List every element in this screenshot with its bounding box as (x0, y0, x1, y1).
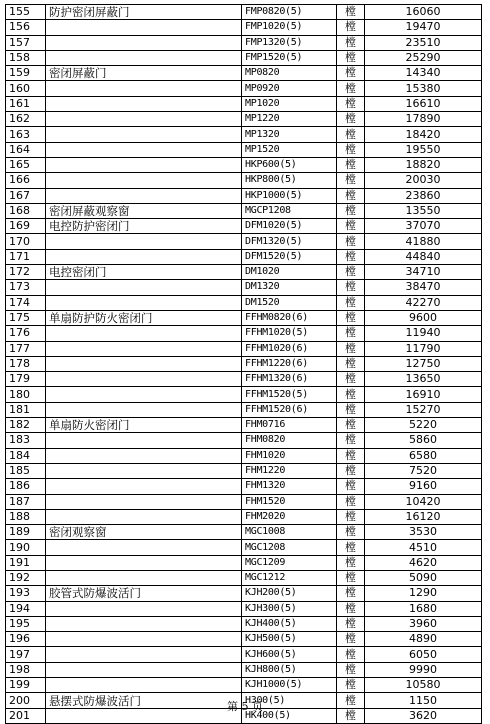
cell-model: DFM1020(5) (242, 219, 337, 234)
cell-unit: 樘 (337, 540, 365, 555)
cell-model: FHM1220 (242, 463, 337, 478)
cell-unit: 樘 (337, 280, 365, 295)
table-row (6, 173, 482, 188)
cell-unit: 樘 (337, 50, 365, 65)
cell-unit: 樘 (337, 555, 365, 570)
cell-price: 1680 (365, 601, 482, 616)
cell-price: 41880 (365, 234, 482, 249)
cell-no: 175 (6, 310, 46, 325)
cell-name: 胶管式防爆波活门 (46, 586, 242, 601)
cell-name: 密闭屏蔽门 (46, 66, 242, 81)
cell-unit: 樘 (337, 203, 365, 218)
cell-no: 177 (6, 341, 46, 356)
cell-price: 18420 (365, 127, 482, 142)
cell-no: 195 (6, 616, 46, 631)
cell-model: FFHM0820(6) (242, 310, 337, 325)
table-row (6, 234, 482, 249)
cell-no: 198 (6, 662, 46, 677)
cell-price: 16120 (365, 509, 482, 524)
cell-name (46, 96, 242, 111)
cell-no: 163 (6, 127, 46, 142)
table-row (6, 372, 482, 387)
cell-unit: 樘 (337, 66, 365, 81)
table-row (6, 219, 482, 234)
table-row (6, 5, 482, 20)
cell-no: 180 (6, 387, 46, 402)
cell-model: FMP0820(5) (242, 5, 337, 20)
cell-name (46, 402, 242, 417)
cell-no: 201 (6, 708, 46, 723)
cell-name: 电控密闭门 (46, 265, 242, 280)
cell-model: MP1520 (242, 142, 337, 157)
cell-name (46, 112, 242, 127)
cell-price: 16910 (365, 387, 482, 402)
cell-unit: 樘 (337, 479, 365, 494)
cell-model: KJH400(5) (242, 616, 337, 631)
cell-model: MGC1208 (242, 540, 337, 555)
table-row (6, 433, 482, 448)
cell-unit: 樘 (337, 647, 365, 662)
cell-price: 9160 (365, 479, 482, 494)
cell-model: MGC1209 (242, 555, 337, 570)
cell-unit: 樘 (337, 173, 365, 188)
cell-no: 190 (6, 540, 46, 555)
cell-no: 160 (6, 81, 46, 96)
cell-model: FHM2020 (242, 509, 337, 524)
cell-name (46, 234, 242, 249)
cell-unit: 樘 (337, 662, 365, 677)
cell-model: FMP1020(5) (242, 20, 337, 35)
table-row (6, 280, 482, 295)
cell-unit: 樘 (337, 157, 365, 172)
cell-price: 17890 (365, 112, 482, 127)
cell-no: 189 (6, 525, 46, 540)
cell-no: 161 (6, 96, 46, 111)
cell-name (46, 280, 242, 295)
table-row (6, 525, 482, 540)
cell-price: 1290 (365, 586, 482, 601)
cell-name (46, 341, 242, 356)
cell-no: 197 (6, 647, 46, 662)
cell-unit: 樘 (337, 35, 365, 50)
cell-name (46, 35, 242, 50)
cell-model: FFHM1020(5) (242, 326, 337, 341)
cell-model: FHM1320 (242, 479, 337, 494)
cell-no: 164 (6, 142, 46, 157)
cell-price: 15380 (365, 81, 482, 96)
cell-unit: 樘 (337, 448, 365, 463)
cell-unit: 樘 (337, 372, 365, 387)
cell-name (46, 479, 242, 494)
table-row (6, 341, 482, 356)
cell-price: 44840 (365, 249, 482, 264)
cell-name (46, 448, 242, 463)
cell-price: 34710 (365, 265, 482, 280)
cell-name (46, 127, 242, 142)
cell-name (46, 295, 242, 310)
cell-model: FFHM1520(5) (242, 387, 337, 402)
cell-no: 173 (6, 280, 46, 295)
table-row (6, 387, 482, 402)
table-row (6, 586, 482, 601)
cell-no: 186 (6, 479, 46, 494)
cell-name (46, 433, 242, 448)
table-row (6, 81, 482, 96)
page-footer: 第 5 页 (227, 700, 263, 713)
cell-price: 42270 (365, 295, 482, 310)
cell-model: HKP800(5) (242, 173, 337, 188)
table-row (6, 295, 482, 310)
cell-model: MP0820 (242, 66, 337, 81)
cell-no: 181 (6, 402, 46, 417)
cell-price: 12750 (365, 356, 482, 371)
cell-no: 155 (6, 5, 46, 20)
cell-unit: 樘 (337, 112, 365, 127)
cell-model: MGC1212 (242, 570, 337, 585)
cell-model: MP1320 (242, 127, 337, 142)
table-row (6, 203, 482, 218)
table-row (6, 157, 482, 172)
cell-no: 183 (6, 433, 46, 448)
cell-price: 23860 (365, 188, 482, 203)
cell-price: 9990 (365, 662, 482, 677)
table-row (6, 142, 482, 157)
table-row (6, 66, 482, 81)
cell-no: 157 (6, 35, 46, 50)
cell-unit: 樘 (337, 356, 365, 371)
cell-name: 密闭屏蔽观察窗 (46, 203, 242, 218)
cell-unit: 樘 (337, 525, 365, 540)
cell-name (46, 678, 242, 693)
cell-model: KJH800(5) (242, 662, 337, 677)
table-row (6, 540, 482, 555)
cell-no: 178 (6, 356, 46, 371)
cell-model: FMP1320(5) (242, 35, 337, 50)
cell-model: KJH300(5) (242, 601, 337, 616)
table-row (6, 601, 482, 616)
cell-model: KJH600(5) (242, 647, 337, 662)
cell-unit: 樘 (337, 494, 365, 509)
cell-unit: 樘 (337, 509, 365, 524)
cell-name (46, 142, 242, 157)
cell-price: 5860 (365, 433, 482, 448)
table-row (6, 418, 482, 433)
cell-model: KJH1000(5) (242, 678, 337, 693)
cell-price: 6580 (365, 448, 482, 463)
cell-price: 16060 (365, 5, 482, 20)
table-row (6, 448, 482, 463)
cell-unit: 樘 (337, 188, 365, 203)
cell-unit: 樘 (337, 708, 365, 723)
table-row (6, 479, 482, 494)
cell-name (46, 540, 242, 555)
cell-model: DM1320 (242, 280, 337, 295)
cell-name (46, 616, 242, 631)
table-row (6, 35, 482, 50)
cell-model: FHM1020 (242, 448, 337, 463)
cell-model: MP0920 (242, 81, 337, 96)
cell-price: 11940 (365, 326, 482, 341)
cell-model: HKP1000(5) (242, 188, 337, 203)
cell-price: 19550 (365, 142, 482, 157)
cell-model: FFHM1020(6) (242, 341, 337, 356)
cell-unit: 樘 (337, 20, 365, 35)
cell-no: 188 (6, 509, 46, 524)
cell-model: MGC1008 (242, 525, 337, 540)
cell-no: 166 (6, 173, 46, 188)
cell-no: 191 (6, 555, 46, 570)
cell-no: 179 (6, 372, 46, 387)
cell-model: FHM1520 (242, 494, 337, 509)
cell-model: HK400(5) (242, 708, 337, 723)
cell-no: 187 (6, 494, 46, 509)
cell-no: 170 (6, 234, 46, 249)
table-row (6, 326, 482, 341)
cell-price: 18820 (365, 157, 482, 172)
cell-model: H300(5) (242, 693, 337, 708)
cell-name: 防护密闭屏蔽门 (46, 5, 242, 20)
cell-model: DM1020 (242, 265, 337, 280)
cell-name (46, 463, 242, 478)
cell-unit: 樘 (337, 693, 365, 708)
table-row (6, 310, 482, 325)
table-row (6, 402, 482, 417)
cell-name: 电控防护密闭门 (46, 219, 242, 234)
cell-unit: 樘 (337, 632, 365, 647)
cell-no: 199 (6, 678, 46, 693)
table-row (6, 356, 482, 371)
cell-unit: 樘 (337, 601, 365, 616)
cell-unit: 樘 (337, 433, 365, 448)
cell-name (46, 249, 242, 264)
cell-unit: 樘 (337, 5, 365, 20)
cell-model: FHM0820 (242, 433, 337, 448)
cell-unit: 樘 (337, 310, 365, 325)
price-table (5, 4, 482, 724)
cell-unit: 樘 (337, 142, 365, 157)
table-row (6, 494, 482, 509)
cell-unit: 樘 (337, 96, 365, 111)
cell-no: 192 (6, 570, 46, 585)
cell-no: 182 (6, 418, 46, 433)
cell-model: FMP1520(5) (242, 50, 337, 65)
cell-name (46, 50, 242, 65)
cell-price: 15270 (365, 402, 482, 417)
cell-unit: 樘 (337, 402, 365, 417)
cell-unit: 樘 (337, 341, 365, 356)
cell-model: DFM1520(5) (242, 249, 337, 264)
cell-price: 4620 (365, 555, 482, 570)
cell-name (46, 326, 242, 341)
cell-name: 单扇防护防火密闭门 (46, 310, 242, 325)
cell-name (46, 81, 242, 96)
cell-name (46, 632, 242, 647)
cell-name (46, 372, 242, 387)
cell-price: 10420 (365, 494, 482, 509)
cell-no: 172 (6, 265, 46, 280)
table-row (6, 570, 482, 585)
cell-no: 171 (6, 249, 46, 264)
table-row (6, 112, 482, 127)
cell-name: 单扇防火密闭门 (46, 418, 242, 433)
cell-price: 3960 (365, 616, 482, 631)
table-body (6, 5, 482, 724)
cell-name (46, 157, 242, 172)
table-row (6, 647, 482, 662)
cell-unit: 樘 (337, 586, 365, 601)
cell-name (46, 509, 242, 524)
cell-unit: 樘 (337, 387, 365, 402)
table-row (6, 678, 482, 693)
cell-name: 悬摆式防爆波活门 (46, 693, 242, 708)
table-row (6, 463, 482, 478)
cell-price: 5220 (365, 418, 482, 433)
cell-model: FFHM1520(6) (242, 402, 337, 417)
cell-unit: 樘 (337, 678, 365, 693)
cell-price: 19470 (365, 20, 482, 35)
table-row (6, 662, 482, 677)
cell-no: 159 (6, 66, 46, 81)
cell-price: 20030 (365, 173, 482, 188)
cell-unit: 樘 (337, 81, 365, 96)
cell-model: FHM0716 (242, 418, 337, 433)
table-row (6, 127, 482, 142)
table-row (6, 509, 482, 524)
cell-unit: 樘 (337, 295, 365, 310)
cell-price: 11790 (365, 341, 482, 356)
table-row (6, 632, 482, 647)
cell-name (46, 662, 242, 677)
cell-price: 23510 (365, 35, 482, 50)
cell-price: 38470 (365, 280, 482, 295)
cell-model: MP1220 (242, 112, 337, 127)
cell-unit: 樘 (337, 463, 365, 478)
cell-name (46, 173, 242, 188)
cell-name (46, 570, 242, 585)
cell-name (46, 601, 242, 616)
cell-price: 14340 (365, 66, 482, 81)
cell-price: 13550 (365, 203, 482, 218)
cell-unit: 樘 (337, 265, 365, 280)
cell-name (46, 356, 242, 371)
cell-price: 9600 (365, 310, 482, 325)
cell-no: 174 (6, 295, 46, 310)
cell-no: 165 (6, 157, 46, 172)
cell-no: 185 (6, 463, 46, 478)
cell-model: FFHM1220(6) (242, 356, 337, 371)
cell-price: 7520 (365, 463, 482, 478)
cell-name: 密闭观察窗 (46, 525, 242, 540)
table-row (6, 555, 482, 570)
price-table-sheet (5, 4, 482, 724)
cell-name (46, 387, 242, 402)
cell-model: HKP600(5) (242, 157, 337, 172)
cell-price: 25290 (365, 50, 482, 65)
cell-model: DM1520 (242, 295, 337, 310)
cell-no: 194 (6, 601, 46, 616)
cell-no: 167 (6, 188, 46, 203)
cell-name (46, 188, 242, 203)
cell-no: 196 (6, 632, 46, 647)
cell-price: 13650 (365, 372, 482, 387)
cell-unit: 樘 (337, 127, 365, 142)
cell-unit: 樘 (337, 570, 365, 585)
cell-model: KJH500(5) (242, 632, 337, 647)
cell-price: 3620 (365, 708, 482, 723)
table-row (6, 50, 482, 65)
table-row (6, 249, 482, 264)
cell-model: MGCP1208 (242, 203, 337, 218)
cell-no: 193 (6, 586, 46, 601)
cell-name (46, 647, 242, 662)
cell-price: 16610 (365, 96, 482, 111)
cell-price: 5090 (365, 570, 482, 585)
cell-model: KJH200(5) (242, 586, 337, 601)
cell-price: 4510 (365, 540, 482, 555)
cell-model: DFM1320(5) (242, 234, 337, 249)
cell-name (46, 555, 242, 570)
cell-price: 3530 (365, 525, 482, 540)
cell-unit: 樘 (337, 219, 365, 234)
table-row (6, 616, 482, 631)
cell-price: 4890 (365, 632, 482, 647)
cell-unit: 樘 (337, 418, 365, 433)
cell-no: 200 (6, 693, 46, 708)
cell-model: MP1020 (242, 96, 337, 111)
cell-unit: 樘 (337, 234, 365, 249)
cell-no: 176 (6, 326, 46, 341)
cell-price: 1150 (365, 693, 482, 708)
table-row (6, 265, 482, 280)
table-row (6, 96, 482, 111)
cell-no: 169 (6, 219, 46, 234)
cell-unit: 樘 (337, 326, 365, 341)
cell-no: 156 (6, 20, 46, 35)
table-row (6, 20, 482, 35)
cell-model: FFHM1320(6) (242, 372, 337, 387)
cell-no: 168 (6, 203, 46, 218)
cell-no: 184 (6, 448, 46, 463)
cell-name (46, 20, 242, 35)
cell-unit: 樘 (337, 616, 365, 631)
cell-name (46, 494, 242, 509)
cell-price: 10580 (365, 678, 482, 693)
cell-unit: 樘 (337, 249, 365, 264)
table-row (6, 188, 482, 203)
cell-price: 37070 (365, 219, 482, 234)
cell-no: 162 (6, 112, 46, 127)
cell-price: 6050 (365, 647, 482, 662)
cell-no: 158 (6, 50, 46, 65)
